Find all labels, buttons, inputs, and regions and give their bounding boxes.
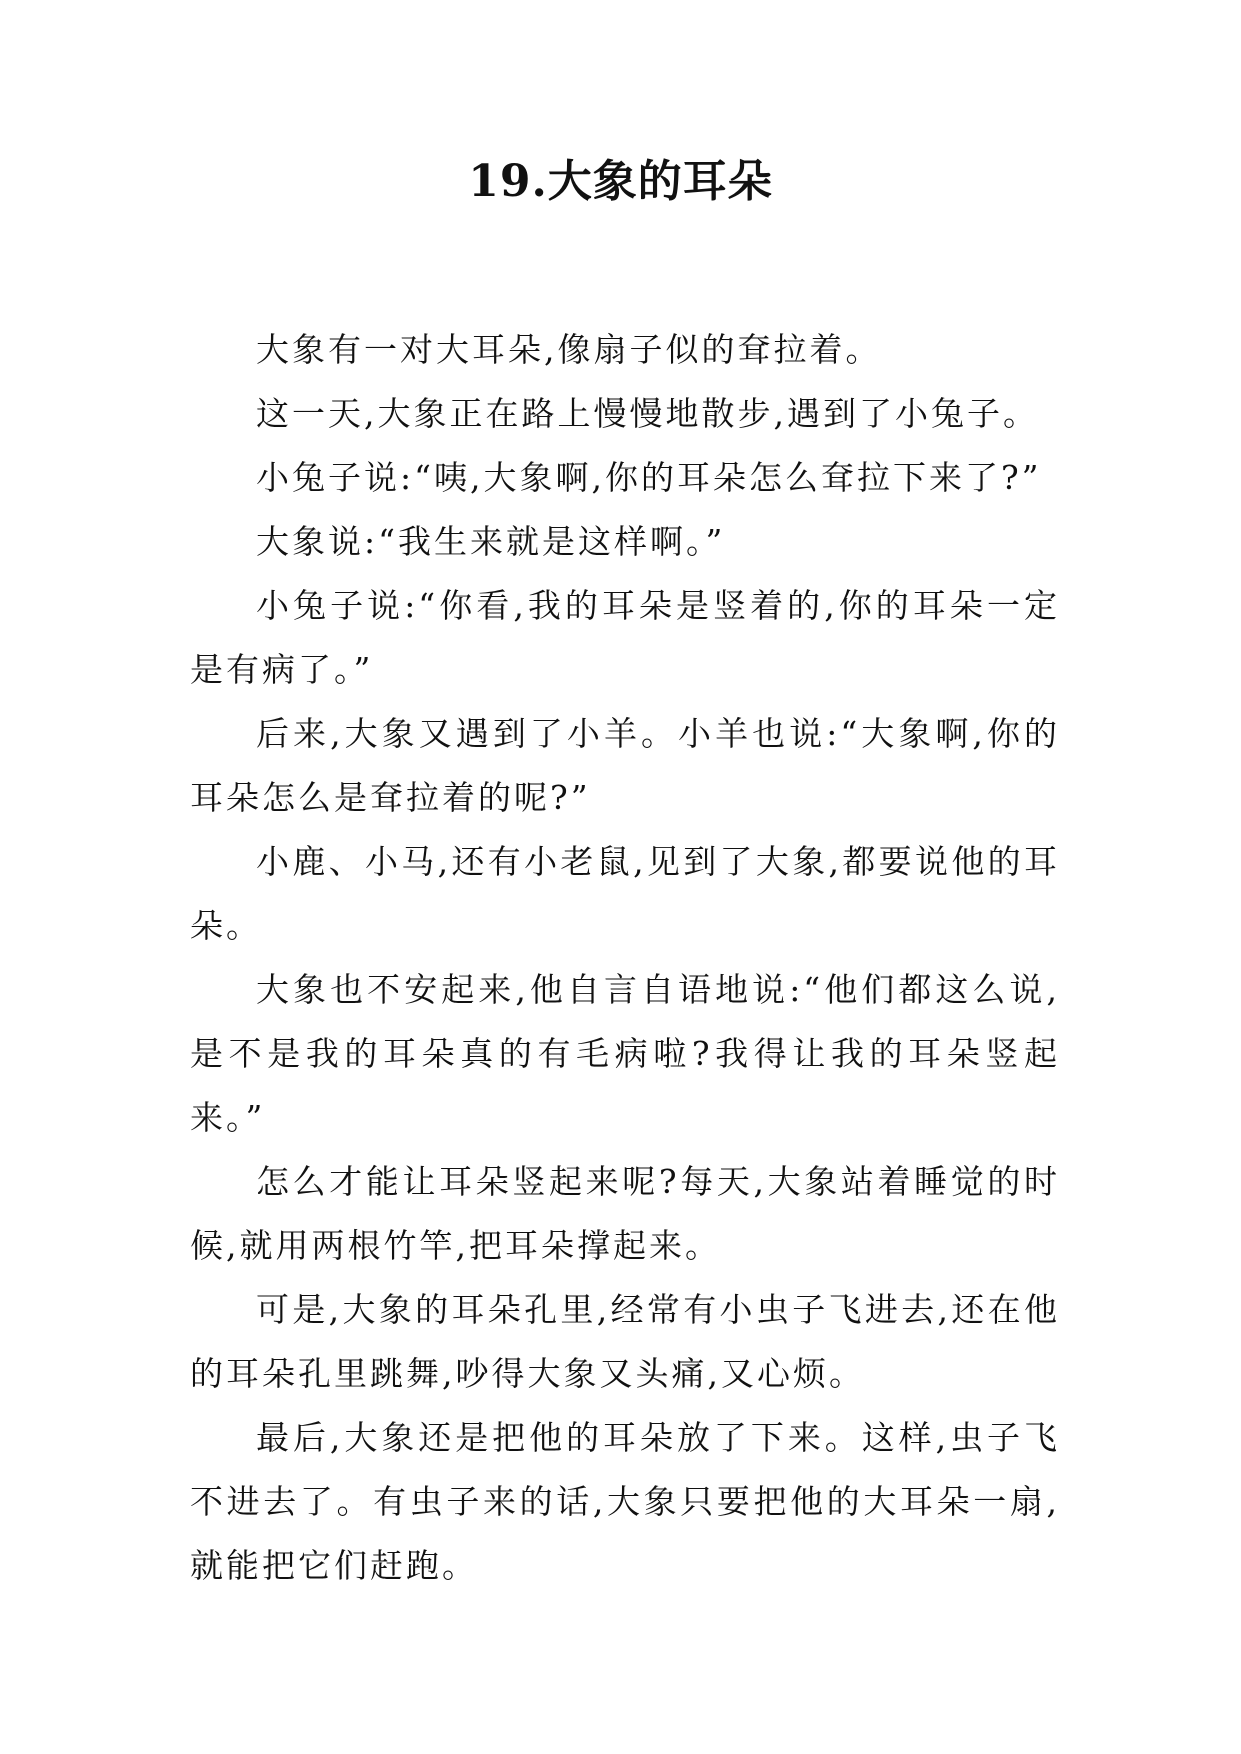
paragraph: 小兔子说:“你看,我的耳朵是竖着的,你的耳朵一定是有病了。” [190, 586, 1060, 689]
paragraph: 最后,大象还是把他的耳朵放了下来。这样,虫子飞不进去了。有虫子来的话,大象只要把他的大耳朵一扇,就能把它们赶跑。 [190, 1418, 1060, 1585]
story-body [190, 318, 1060, 1598]
page-title: 19.大象的耳朵 [468, 156, 773, 207]
paragraph: 小兔子说:“咦,大象啊,你的耳朵怎么耷拉下来了?” [256, 458, 1042, 497]
paragraph: 这一天,大象正在路上慢慢地散步,遇到了小兔子。 [256, 394, 1039, 433]
paragraph: 怎么才能让耳朵竖起来呢?每天,大象站着睡觉的时候,就用两根竹竿,把耳朵撑起来。 [190, 1162, 1060, 1265]
paragraph: 大象也不安起来,他自言自语地说:“他们都这么说,是不是我的耳朵真的有毛病啦?我得让我的耳朵竖起来。” [190, 970, 1060, 1137]
paragraph: 大象说:“我生来就是这样啊。” [256, 522, 726, 561]
paragraph: 可是,大象的耳朵孔里,经常有小虫子飞进去,还在他的耳朵孔里跳舞,吵得大象又头痛,又心烦。 [190, 1290, 1060, 1393]
paragraph: 后来,大象又遇到了小羊。小羊也说:“大象啊,你的耳朵怎么是耷拉着的呢?” [190, 714, 1060, 817]
paragraph: 大象有一对大耳朵,像扇子似的耷拉着。 [256, 330, 882, 369]
paragraph: 小鹿、小马,还有小老鼠,见到了大象,都要说他的耳朵。 [190, 842, 1060, 945]
